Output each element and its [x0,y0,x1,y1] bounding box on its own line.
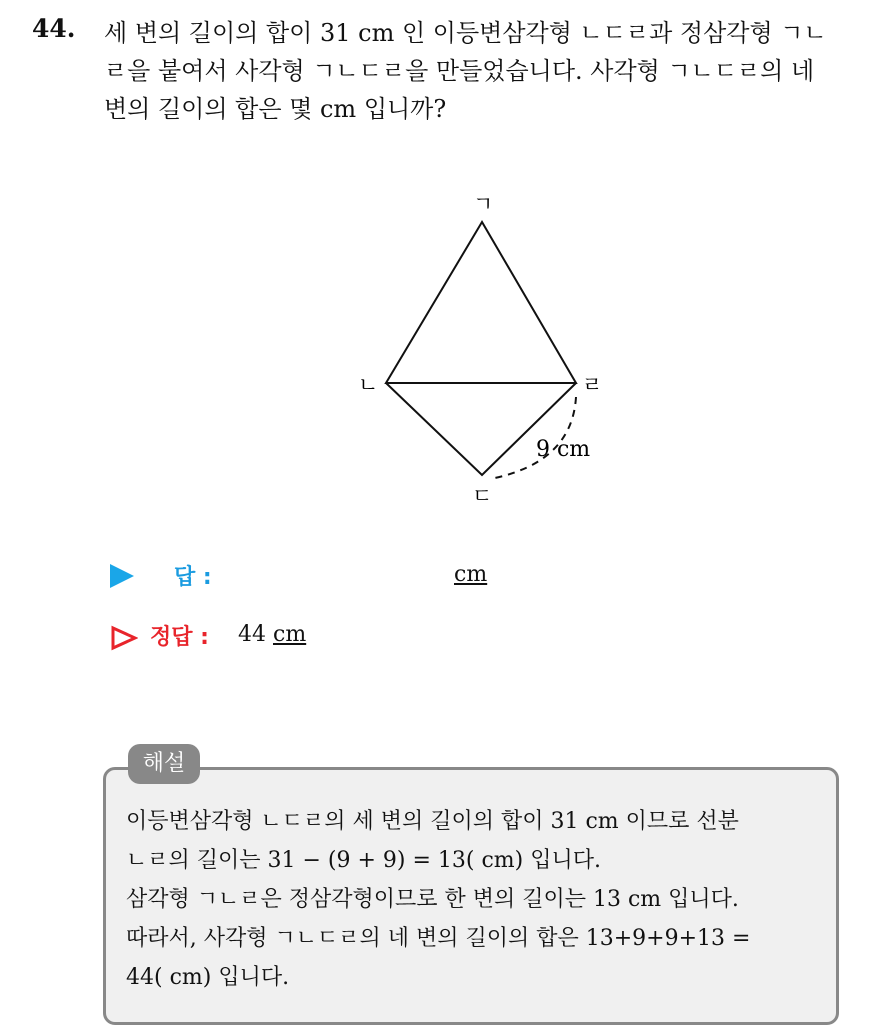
side-measure-label: 9 cm [536,437,591,462]
answer-unit: cm [454,562,488,587]
explanation-line: ㄴㄹ의 길이는 31 − (9 + 9) = 13( cm) 입니다. [126,848,601,873]
question-number: 44. [32,14,76,43]
vertex-label-top: ㄱ [473,192,494,216]
question-line: 세 변의 길이의 합이 31 cm 인 이등변삼각형 ㄴㄷㄹ과 정삼각형 ㄱㄴ [104,19,827,47]
explanation-line: 삼각형 ㄱㄴㄹ은 정삼각형이므로 한 변의 길이는 13 cm 입니다. [126,887,739,912]
figure-svg [340,185,640,515]
answer-label: 답 : [174,565,212,590]
play-arrow-icon [110,564,134,588]
question-line: ㄹ을 붙여서 사각형 ㄱㄴㄷㄹ을 만들었습니다. 사각형 ㄱㄴㄷㄹ의 네 [104,57,815,85]
vertex-label-bottom: ㄷ [472,484,493,508]
explanation-text [126,802,826,997]
outline-arrow-icon [110,625,138,651]
vertex-label-left: ㄴ [358,373,379,397]
answer-row [110,560,610,594]
explanation-tab: 해설 [128,744,200,784]
explanation-line: 이등변삼각형 ㄴㄷㄹ의 세 변의 길이의 합이 31 cm 이므로 선분 [126,809,739,834]
question-text [104,14,864,128]
explanation-line: 44( cm) 입니다. [126,965,290,990]
equilateral-triangle [386,222,576,383]
correct-unit: cm [273,622,307,647]
explanation-line: 따라서, 사각형 ㄱㄴㄷㄹ의 네 변의 길이의 합은 13+9+9+13 = [126,926,751,951]
correct-number: 44 [238,622,266,647]
question-line: 변의 길이의 합은 몇 cm 입니까? [104,95,447,123]
explanation-box [103,767,839,1025]
correct-answer-row [110,620,610,654]
correct-answer-label: 정답 : [150,625,209,650]
vertex-label-right: ㄹ [582,373,603,397]
quadrilateral-figure [340,185,640,515]
correct-answer-value [238,622,306,647]
